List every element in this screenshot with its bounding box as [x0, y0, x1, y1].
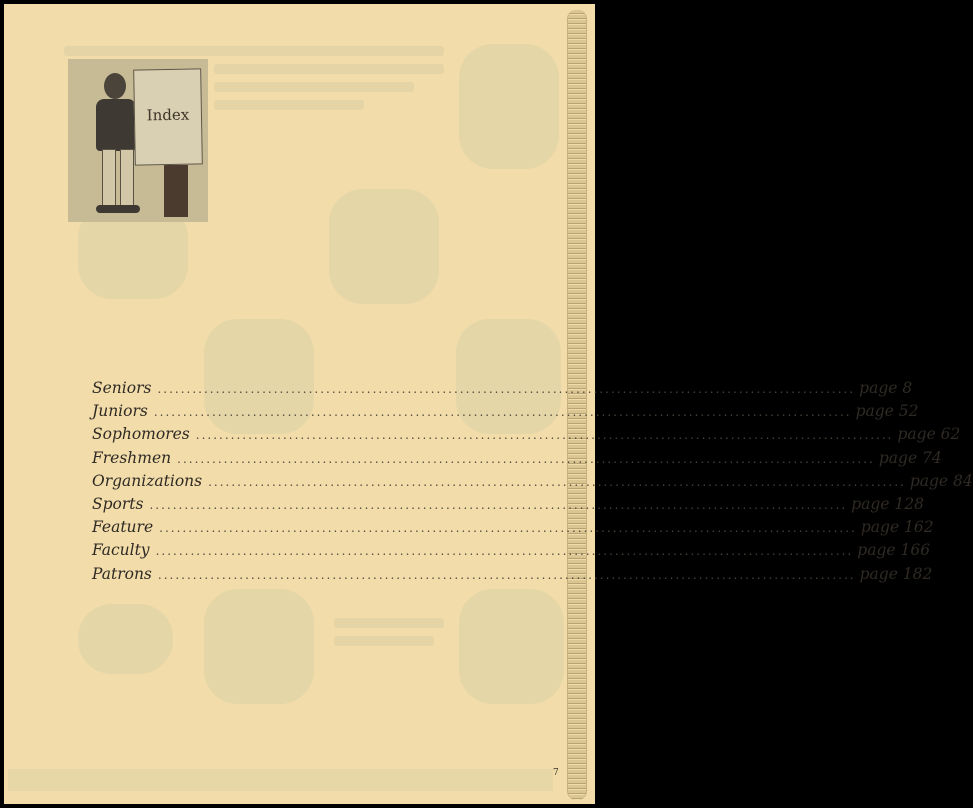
index-entry-organizations: [92, 471, 973, 495]
dot-leader: ........................................................................................................................: [149, 497, 848, 512]
page-number: 7: [553, 768, 559, 778]
bleed-through-text: [214, 64, 444, 74]
bleed-through-band: [8, 769, 553, 791]
bleed-through-text: [334, 618, 444, 628]
index-sign: [133, 68, 203, 165]
index-list: [92, 379, 973, 588]
dot-leader: ........................................................................................................................: [208, 474, 906, 489]
book-stack: [164, 165, 188, 217]
dot-leader: ........................................................................................................................: [159, 521, 857, 536]
bleed-through-text: [214, 100, 364, 110]
index-page-number: page 62: [897, 425, 961, 444]
index-page-number: page 52: [855, 402, 919, 421]
index-section-name: Faculty: [92, 541, 150, 560]
bleed-through-text: [214, 82, 414, 92]
yearbook-page: [4, 4, 973, 804]
dot-leader: ........................................................................................................................: [153, 405, 852, 420]
index-entry-freshmen: [92, 448, 942, 472]
boy-with-sign-illustration: [68, 59, 208, 222]
index-page-number: page 128: [851, 494, 924, 513]
index-entry-sports: [92, 494, 924, 518]
index-section-name: Patrons: [92, 564, 152, 583]
index-page-number: page 166: [857, 541, 931, 560]
index-section-name: Organizations: [92, 471, 203, 490]
bleed-through-photo: [459, 44, 559, 169]
figure-leg-left: [102, 149, 116, 209]
bleed-through-text: [334, 636, 434, 646]
index-section-name: Juniors: [92, 402, 148, 421]
index-page-number: page 162: [860, 518, 934, 537]
index-page-number: page 84: [909, 471, 973, 490]
index-section-name: Freshmen: [92, 448, 172, 467]
dot-leader: ........................................................................................................................: [155, 544, 854, 559]
bleed-through-photo: [204, 589, 314, 704]
index-section-name: Sports: [92, 494, 144, 513]
bleed-through-text: [64, 46, 444, 56]
index-entry-faculty: [92, 541, 931, 564]
dot-leader: ........................................................................................................................: [157, 567, 856, 582]
dot-leader: ........................................................................................................................: [157, 382, 856, 396]
bleed-through-photo: [329, 189, 439, 304]
dot-leader: ........................................................................................................................: [195, 428, 894, 443]
index-page-number: page 182: [859, 564, 933, 583]
sign-label: Index: [146, 105, 190, 125]
index-section-name: Feature: [92, 518, 154, 537]
index-entry-patrons: [92, 564, 933, 588]
index-page-number: page 8: [859, 379, 913, 397]
index-page-number: page 74: [878, 448, 942, 467]
index-section-name: Sophomores: [92, 425, 190, 444]
figure-torso: [96, 99, 136, 151]
figure-head: [104, 73, 126, 99]
figure-leg-right: [120, 149, 134, 209]
dot-leader: ........................................................................................................................: [177, 451, 875, 466]
index-entry-feature: [92, 518, 934, 541]
index-entry-juniors: [92, 402, 919, 425]
figure-shoes: [96, 205, 140, 213]
bleed-through-photo: [459, 589, 564, 704]
index-entry-seniors: [92, 379, 913, 402]
bleed-through-photo: [78, 604, 173, 674]
index-section-name: Seniors: [92, 379, 152, 397]
index-entry-sophomores: [92, 425, 961, 448]
